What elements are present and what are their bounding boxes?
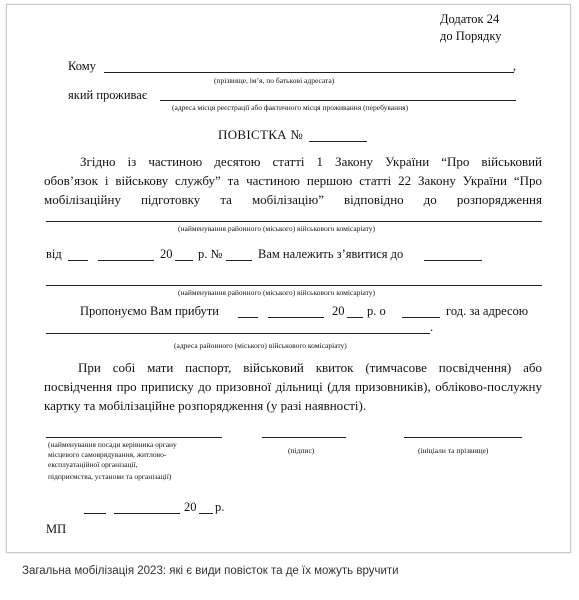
para1-line2: обов’язок і військову службу” та частиною першою статті 22 Закону України “Про bbox=[44, 173, 542, 188]
para1-line3: мобілізаційну підготовку та мобілізацію” відповідно до розпорядження bbox=[44, 192, 542, 207]
date-day-line bbox=[84, 513, 106, 514]
lives-label: який проживає bbox=[68, 88, 148, 102]
address-line bbox=[46, 333, 430, 334]
official-hint-2: місцевого самоврядування, житлово- bbox=[48, 450, 167, 459]
to-hint: (прізвище, ім’я, по батькові адресата) bbox=[214, 76, 335, 85]
arrive-time-label: р. о bbox=[367, 304, 386, 318]
r-number-label: р. № bbox=[198, 247, 223, 261]
arrive-text: Пропонуємо Вам прибути bbox=[80, 304, 219, 318]
to-comma: , bbox=[513, 59, 517, 73]
from-label: від bbox=[46, 247, 62, 261]
date-year-prefix: 20 bbox=[184, 500, 197, 514]
stamp-place: МП bbox=[46, 522, 67, 536]
commissariat-hint-2: (найменування районного (міського) військового комісаріату) bbox=[178, 288, 376, 297]
official-hint-1: (найменування посади керівника органу bbox=[48, 440, 177, 449]
address-hint: (адреса районного (міського) військового комісаріату) bbox=[174, 341, 347, 350]
month-line bbox=[98, 260, 154, 261]
initials-hint: (ініціали та прізвище) bbox=[418, 446, 489, 455]
arrive-year-line bbox=[347, 317, 363, 318]
official-line bbox=[46, 437, 222, 438]
arrive-day-line bbox=[238, 317, 258, 318]
arrive-time-line bbox=[402, 317, 440, 318]
year-prefix: 20 bbox=[160, 247, 173, 261]
arrive-month-line bbox=[268, 317, 324, 318]
address-dot: . bbox=[430, 320, 434, 334]
commissariat-line-2 bbox=[46, 285, 542, 286]
document-frame bbox=[6, 4, 571, 553]
document-title: ПОВІСТКА № bbox=[218, 127, 304, 142]
day-line bbox=[68, 260, 88, 261]
arrive-hours-label: год. за адресою bbox=[446, 304, 529, 318]
order-number-line bbox=[226, 260, 252, 261]
official-hint-4: підприємства, установи та організації) bbox=[48, 472, 172, 481]
appendix-number: Додаток 24 bbox=[440, 12, 500, 26]
date-month-line bbox=[114, 513, 180, 514]
appendix-reference: до Порядку bbox=[440, 29, 502, 43]
image-caption: Загальна мобілізація 2023: які є види повісток та де їх можуть вручити bbox=[22, 565, 399, 577]
to-label: Кому bbox=[68, 59, 96, 73]
commissariat-line-1 bbox=[46, 221, 542, 222]
signature-hint: (підпис) bbox=[288, 446, 315, 455]
commissariat-hint-1: (найменування районного (міського) військового комісаріату) bbox=[178, 224, 376, 233]
year-line bbox=[175, 260, 193, 261]
documents-paragraph: При собі мати паспорт, військовий квиток (тимчасове посвідчення) або посвідчення про приписку до призовної дільниці (для призовників), обліково-послужну картку та мобілізаційне розпорядження (у разі наявності). bbox=[44, 360, 542, 413]
to-line bbox=[104, 72, 514, 73]
lives-hint: (адреса місця реєстрації або фактичного місця проживання (перебування) bbox=[172, 103, 409, 112]
lives-line bbox=[160, 100, 516, 101]
appear-to-line bbox=[424, 260, 482, 261]
signature-line bbox=[262, 437, 346, 438]
date-year-suffix: р. bbox=[215, 500, 225, 514]
para1-line1: Згідно із частиною десятою статті 1 Закону України “Про військовий bbox=[80, 154, 542, 169]
arrive-year-prefix: 20 bbox=[332, 304, 345, 318]
initials-line bbox=[404, 437, 522, 438]
appear-text: Вам належить з’явитися до bbox=[258, 247, 404, 261]
date-year-line bbox=[199, 513, 213, 514]
title-number-line bbox=[309, 141, 367, 142]
official-hint-3: експлуатаційної організації, bbox=[48, 460, 138, 469]
